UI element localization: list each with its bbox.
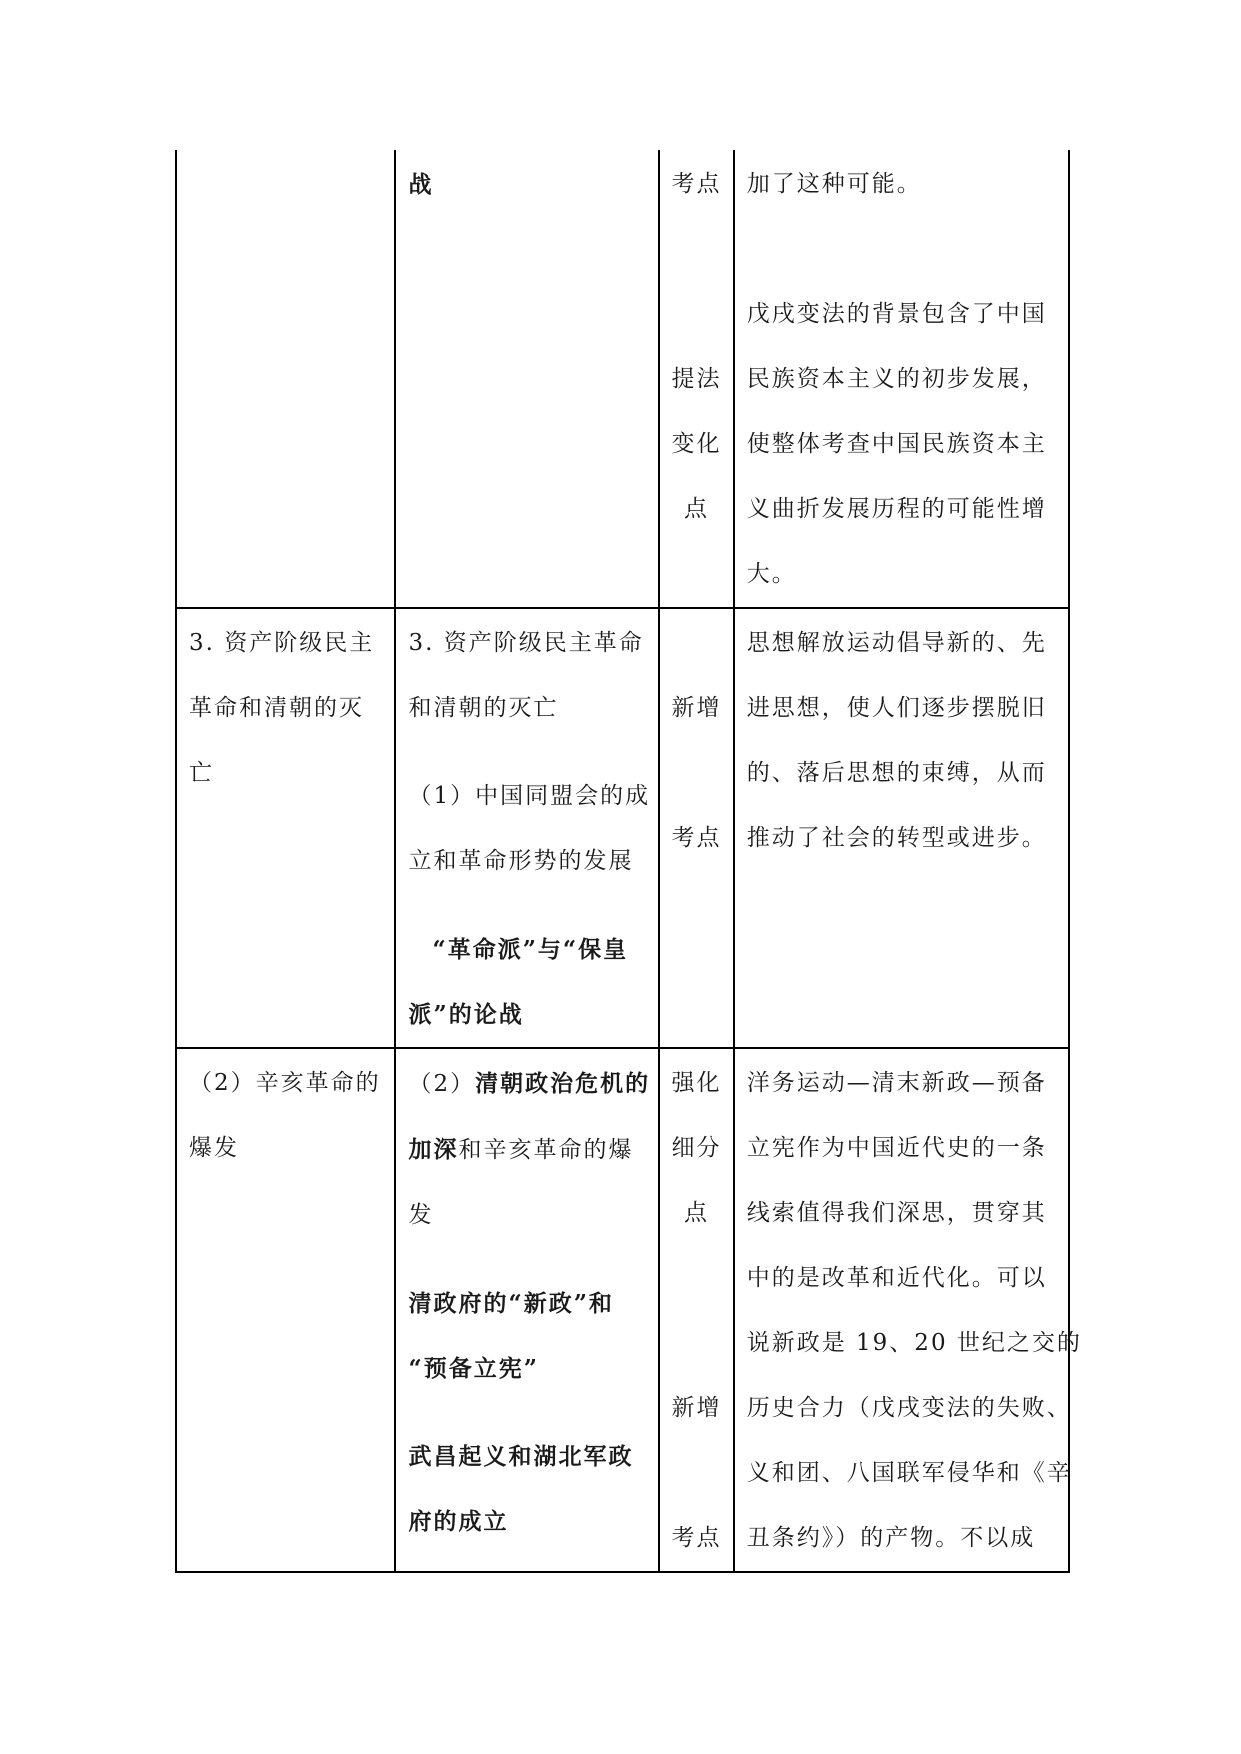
cell-line: 提法 <box>671 366 722 392</box>
cell-text-run: （2） <box>408 1071 476 1097</box>
cell-line <box>662 217 731 282</box>
cell-line: 的、落后思想的束缚，从而 <box>746 760 1047 786</box>
cell-line: 义和团、八国联军侵华和《辛 <box>746 1460 1072 1486</box>
cell-line: 府的成立 <box>408 1508 509 1535</box>
cell-line: 爆发 <box>189 1135 239 1161</box>
cell-topic <box>176 150 395 608</box>
cell-line: 立宪作为中国近代史的一条 <box>746 1135 1047 1161</box>
paragraph-gap <box>408 894 648 917</box>
cell-line: 点 <box>683 1200 709 1226</box>
cell-content <box>395 150 659 608</box>
cell-line: 戊戌变法的背景包含了中国 <box>746 301 1047 327</box>
cell-line: 进思想，使人们逐步摆脱旧 <box>746 695 1047 721</box>
table-row <box>176 150 1069 608</box>
cell-line <box>408 1051 651 1117</box>
document-table <box>175 150 1082 1573</box>
cell-line: 义曲折发展历程的可能性增 <box>746 496 1047 522</box>
cell-explanation <box>734 1048 1082 1572</box>
cell-line: 清政府的“新政”和 <box>408 1290 614 1317</box>
cell-line: “革命派”与“保皇 <box>432 936 629 963</box>
cell-line <box>662 1311 731 1376</box>
cell-line: 考点 <box>671 1525 722 1551</box>
cell-explanation <box>734 150 1069 608</box>
cell-topic <box>176 608 395 1048</box>
cell-line <box>662 741 731 806</box>
cell-line: 武昌起义和湖北军政 <box>408 1443 634 1470</box>
table-row <box>176 1048 1069 1572</box>
cell-line <box>408 1117 648 1183</box>
cell-line: （2）辛亥革命的 <box>189 1070 381 1096</box>
cell-line <box>662 611 731 676</box>
cell-line <box>747 217 1058 282</box>
paragraph-gap <box>408 741 648 764</box>
cell-line: 变化 <box>671 431 722 457</box>
cell-text-run: 清朝政治危机的 <box>475 1070 651 1097</box>
paragraph-gap <box>408 1401 648 1424</box>
cell-line: 战 <box>408 171 434 198</box>
cell-line: 革命和清朝的灭 <box>189 695 364 721</box>
cell-line: 加了这种可能。 <box>746 171 922 197</box>
cell-line <box>662 282 731 347</box>
cell-line: 强化 <box>671 1070 722 1096</box>
cell-line: 推动了社会的转型或进步。 <box>746 825 1047 851</box>
cell-line: 细分 <box>671 1135 722 1161</box>
cell-line: 新增 <box>671 695 722 721</box>
cell-line <box>662 1246 731 1311</box>
cell-topic <box>176 1048 395 1572</box>
cell-change-type <box>659 1048 734 1572</box>
cell-line: 派”的论战 <box>408 1001 524 1028</box>
cell-text-run: 和辛亥革命的爆 <box>458 1137 634 1163</box>
paragraph-gap <box>408 1248 648 1271</box>
cell-line: “预备立宪” <box>408 1355 539 1382</box>
cell-line: 使整体考查中国民族资本主 <box>746 431 1047 457</box>
cell-line: （1）中国同盟会的成 <box>408 783 651 809</box>
cell-line: 发 <box>408 1202 434 1228</box>
cell-line: 中的是改革和近代化。可以 <box>746 1265 1047 1291</box>
cell-line: 大。 <box>746 561 797 587</box>
cell-line: 丑条约》）的产物。不以成 <box>746 1525 1036 1551</box>
cell-change-type <box>659 150 734 608</box>
cell-content <box>395 608 659 1048</box>
cell-line: 民族资本主义的初步发展， <box>746 366 1047 392</box>
cell-change-type <box>659 608 734 1048</box>
cell-line: 3. 资产阶级民主 <box>189 630 375 656</box>
cell-line: 线索值得我们深思，贯穿其 <box>746 1200 1047 1226</box>
cell-line: 3. 资产阶级民主革命 <box>408 630 644 656</box>
table-row <box>176 608 1069 1048</box>
cell-line: 考点 <box>671 171 722 197</box>
cell-line: 立和革命形势的发展 <box>408 848 634 874</box>
cell-line: 说新政是 19、20 世纪之交的 <box>746 1330 1082 1356</box>
cell-line: 新增 <box>671 1395 722 1421</box>
cell-line: 考点 <box>671 825 722 851</box>
cell-text-run: 加深 <box>408 1136 459 1163</box>
cell-line: 点 <box>683 496 709 522</box>
cell-explanation <box>734 608 1069 1048</box>
cell-line: 和清朝的灭亡 <box>408 695 559 721</box>
cell-content <box>395 1048 659 1572</box>
cell-line: 历史合力（戊戌变法的失败、 <box>746 1395 1072 1421</box>
cell-line: 洋务运动—清末新政—预备 <box>746 1070 1047 1096</box>
cell-line: 亡 <box>189 760 214 786</box>
cell-line <box>662 1441 731 1506</box>
cell-line: 思想解放运动倡导新的、先 <box>746 630 1047 656</box>
